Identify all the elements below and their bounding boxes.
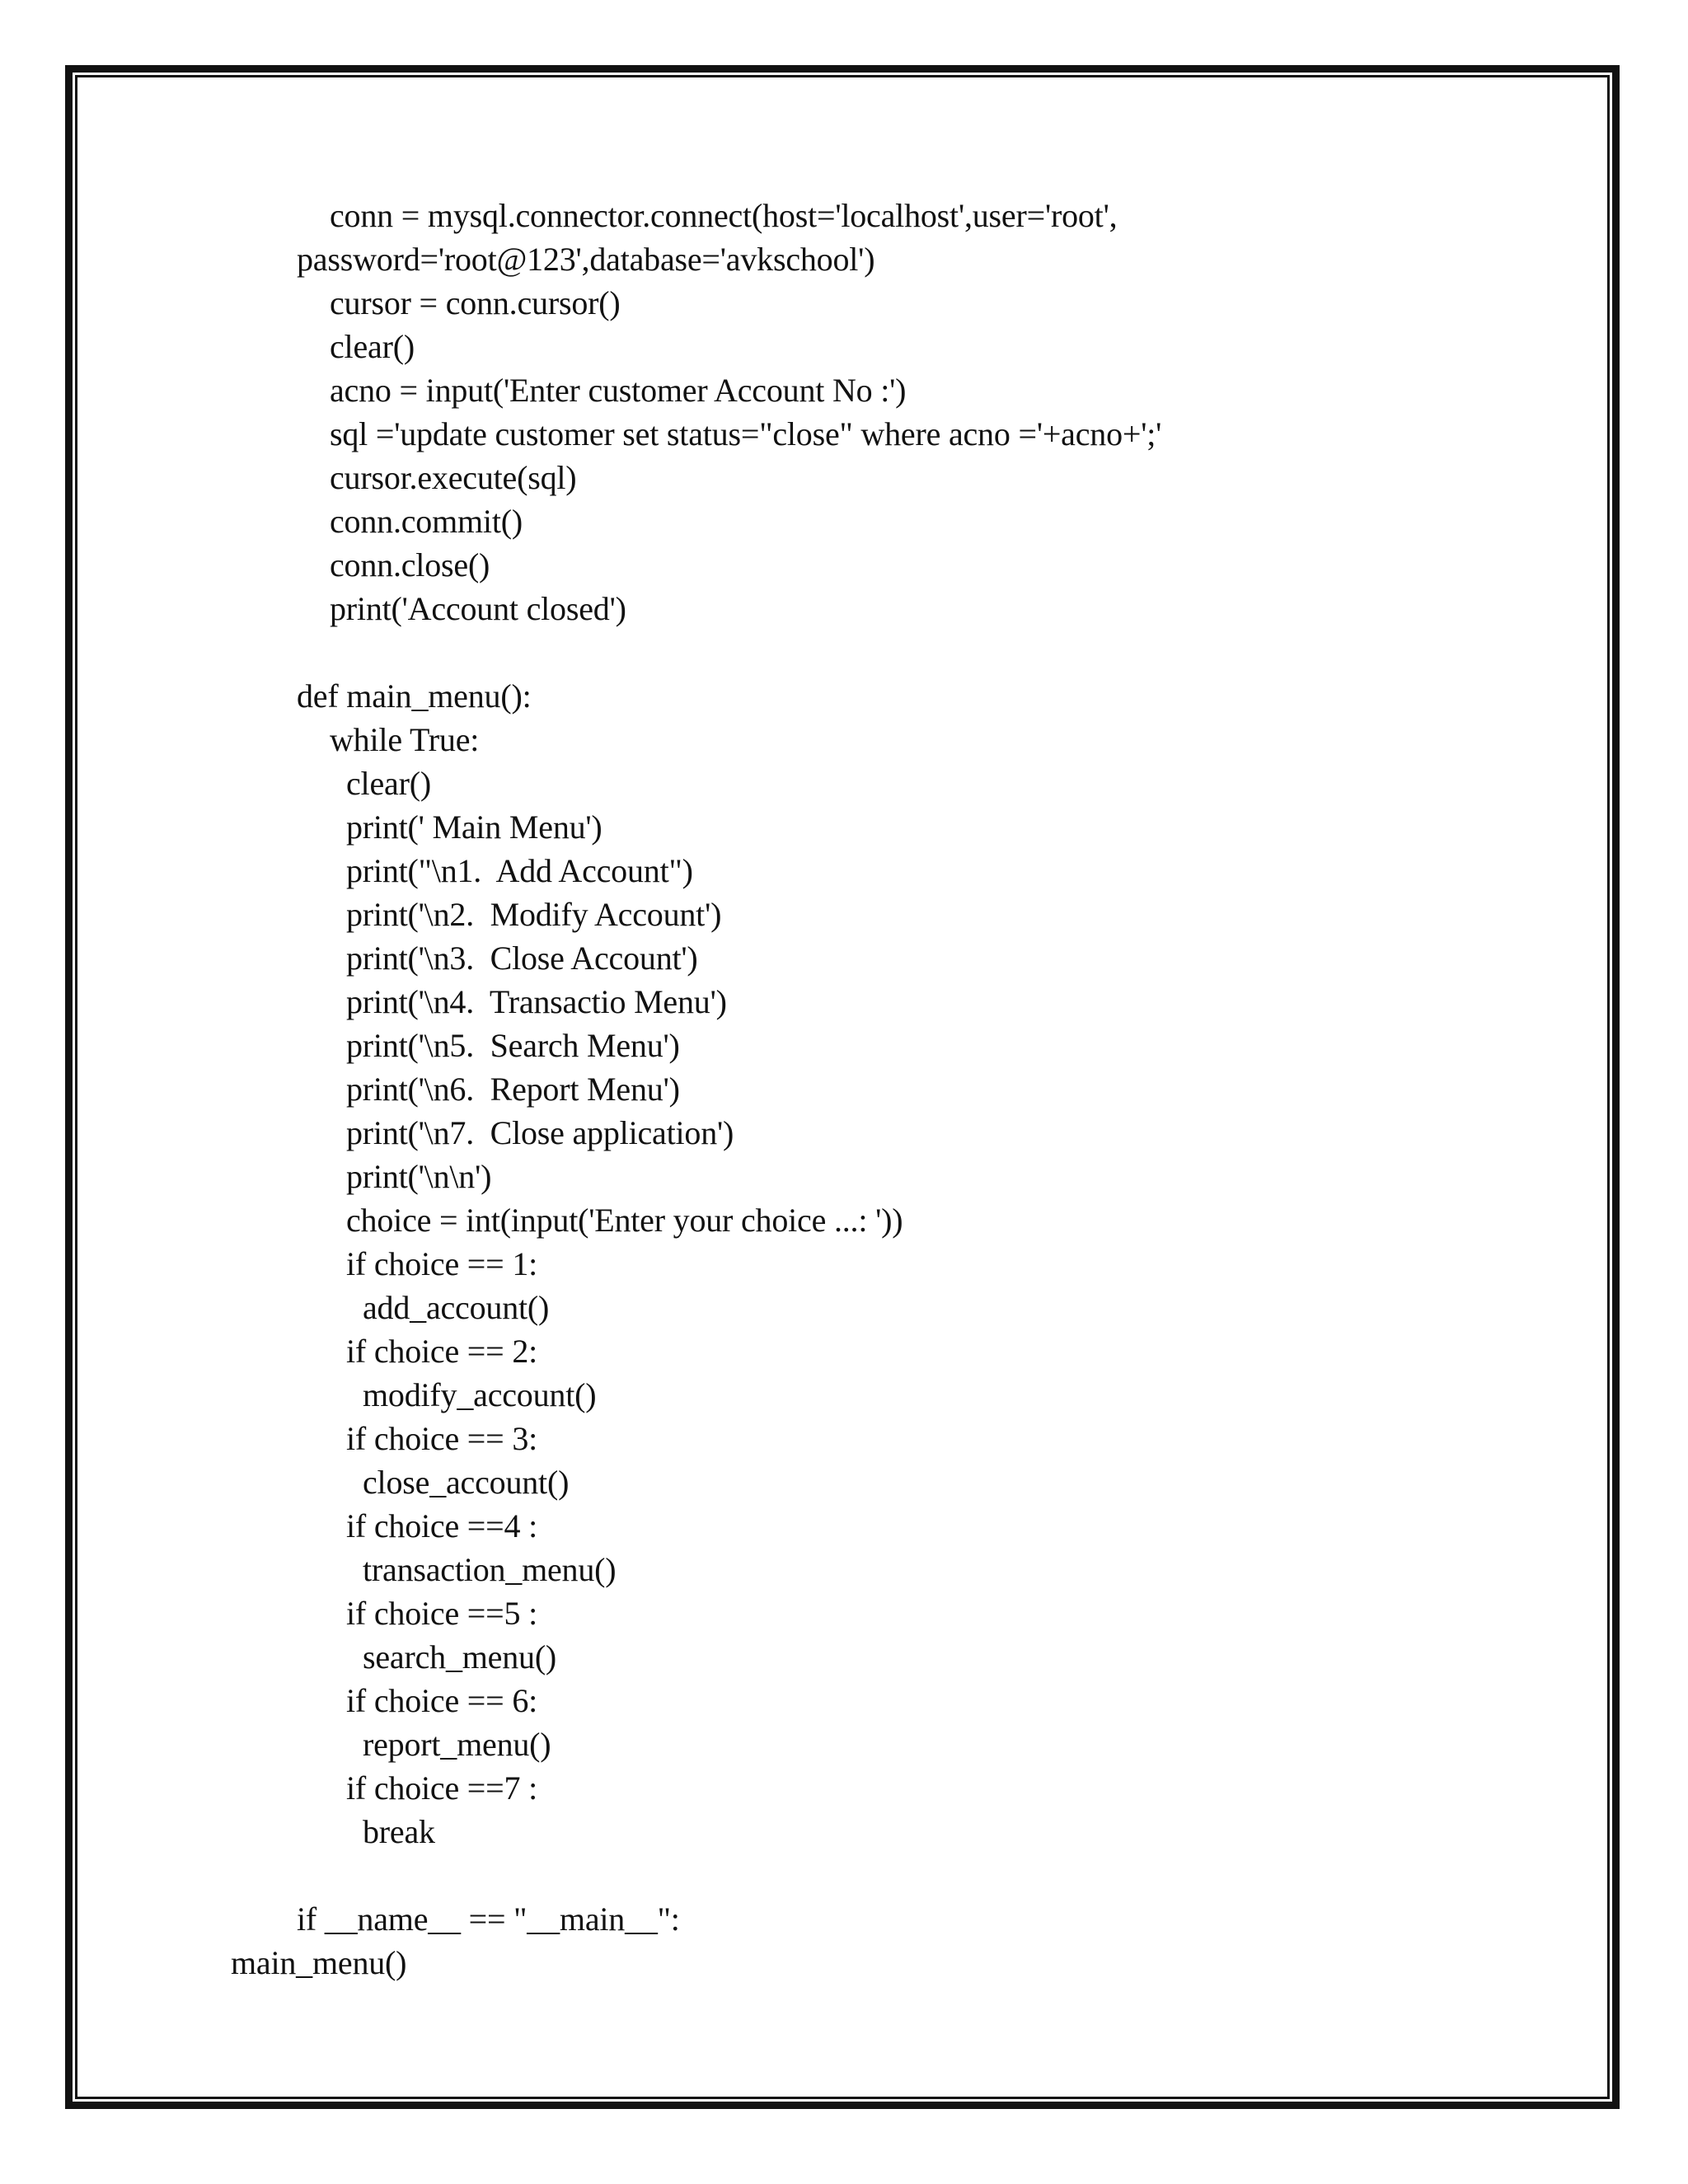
- code-line: print('\n5. Search Menu'): [346, 1027, 680, 1064]
- code-line: if choice == 3:: [346, 1420, 538, 1457]
- code-line: report_menu(): [363, 1726, 551, 1763]
- code-line: print('\n7. Close application'): [346, 1114, 734, 1151]
- code-line: clear(): [346, 765, 431, 802]
- code-line: if choice ==4 :: [346, 1507, 538, 1544]
- code-line: choice = int(input('Enter your choice ...: ')): [346, 1202, 903, 1239]
- code-line: cursor.execute(sql): [330, 459, 577, 496]
- code-line: print("\n1. Add Account"): [346, 852, 693, 889]
- code-line: while True:: [330, 721, 480, 758]
- code-line: print(' Main Menu'): [346, 808, 603, 846]
- code-line: sql ='update customer set status="close" where acno ='+acno+';': [330, 415, 1162, 452]
- code-line: cursor = conn.cursor(): [330, 284, 621, 321]
- code-line: print('\n6. Report Menu'): [346, 1071, 680, 1108]
- code-line: print('\n3. Close Account'): [346, 940, 698, 977]
- code-line: password='root@123',database='avkschool'): [297, 241, 875, 278]
- code-line: modify_account(): [363, 1376, 597, 1413]
- code-line: search_menu(): [363, 1638, 557, 1675]
- code-line: if choice == 6:: [346, 1682, 538, 1719]
- code-line: close_account(): [363, 1464, 570, 1501]
- code-line: if __name__ == "__main__":: [297, 1900, 680, 1938]
- code-line: print('Account closed'): [330, 590, 626, 627]
- code-line: print('\n\n'): [346, 1158, 492, 1195]
- code-line: print('\n2. Modify Account'): [346, 896, 722, 933]
- code-line: def main_menu():: [297, 677, 532, 715]
- code-line: add_account(): [363, 1289, 550, 1326]
- code-line: break: [363, 1813, 435, 1850]
- code-line: clear(): [330, 328, 415, 365]
- code-line: if choice ==5 :: [346, 1595, 538, 1632]
- code-line: main_menu(): [231, 1944, 407, 1981]
- code-line: if choice ==7 :: [346, 1769, 538, 1807]
- code-line: acno = input('Enter customer Account No :'): [330, 372, 907, 409]
- code-line: transaction_menu(): [363, 1551, 617, 1588]
- code-line: if choice == 2:: [346, 1333, 538, 1370]
- code-line: conn.commit(): [330, 503, 523, 540]
- code-line: conn.close(): [330, 546, 490, 583]
- code-line: print('\n4. Transactio Menu'): [346, 983, 727, 1020]
- code-line: if choice == 1:: [346, 1245, 538, 1282]
- code-line: conn = mysql.connector.connect(host='localhost',user='root',: [330, 197, 1118, 234]
